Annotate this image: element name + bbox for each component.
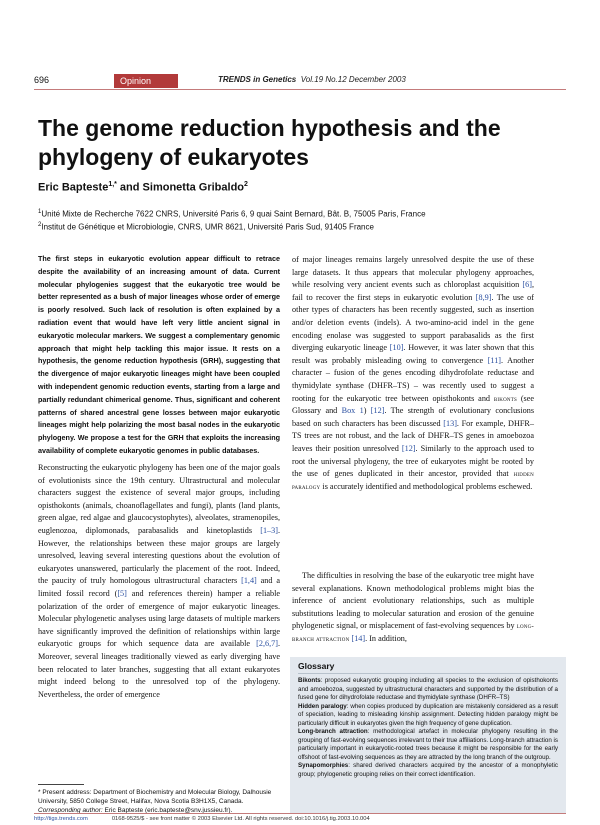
- affiliation-1-sup: 1: [38, 209, 42, 215]
- citation-link[interactable]: [5]: [117, 588, 127, 598]
- text-run: . Moreover, several lineages traditionally viewed as early diverging have been relocated to later branches, suggesting that all extant eukaryotes might indeed belong to the unresolved top of the phylogeny. Nevertheless, the order of emergence: [38, 639, 280, 699]
- page-footer: [34, 813, 566, 822]
- intro-paragraph: [38, 462, 280, 701]
- footnote-address: * Present address: Department of Biochemistry and Molecular Biology, Dalhousie University, 5850 College Street, Halifax, Nova Scotia B3H1X5, Canada.: [38, 789, 272, 805]
- citation-link[interactable]: [8,9]: [475, 292, 492, 302]
- glossary-entry-term: Hidden paralogy: [298, 702, 347, 710]
- authors: [38, 181, 248, 194]
- affiliations: [38, 207, 558, 232]
- glossary-entry: [298, 762, 558, 779]
- body-paragraph-right-2: [292, 570, 534, 646]
- authors-and: and: [116, 181, 143, 194]
- glossary-heading: Glossary: [298, 661, 558, 674]
- author-2-sup: 2: [244, 181, 248, 188]
- body-paragraph-right-1: [292, 254, 534, 493]
- glossary-entry-term: Long-branch attraction: [298, 728, 368, 735]
- citation-link[interactable]: [12]: [370, 406, 385, 416]
- citation-link[interactable]: [1–3]: [260, 525, 278, 535]
- text-run: ): [363, 406, 371, 416]
- glossary-entry: [298, 728, 558, 762]
- glossary-entry-term: Synapomorphies: [298, 762, 349, 769]
- section-tab: Opinion: [114, 74, 178, 88]
- citation-link[interactable]: [10]: [389, 343, 404, 353]
- affiliation-2-sup: 2: [38, 221, 42, 228]
- text-run: . For example, DHFR–TS trees are not robust, and the lack of DHFR–TS genes in amoebozoa leaves their position unresolved: [292, 418, 534, 453]
- text-run: . The use of other types of characters has been recently suggested, such as insertion and/or deletion events (indels). A two-amino-acid indel in the gene encoding enolase was suggested to support parabasalids as the first diverging eukaryotic lineage: [292, 292, 534, 353]
- text-run: . However, the relationships between these major groups are largely unresolved, leaving several interesting questions about the evolution of eukaryotes unanswered, particularly the placement of the root. Indeed, the paucity of truly homologous ultrastructural characters: [38, 525, 280, 586]
- journal-volume: Vol.19 No.12 December 2003: [300, 75, 406, 84]
- text-run: . The strength of evolutionary conclusions based on such characters has been discussed: [292, 406, 535, 428]
- page-number: 696: [34, 75, 50, 85]
- text-run: The difficulties in resolving the base of the eukaryotic tree might have several explanations. Known methodological problems might bias the inference of ancient evolutionary relationships, such as multiple substitutions leading to molecular saturation and erosion of the genuine phylogenetic signal, or misplacement of fast-evolving sequences by: [292, 571, 534, 631]
- author-2: Simonetta Gribaldo: [142, 181, 245, 194]
- text-run: . Similarly to the approach used to root the universal phylogeny, the tree of eukaryotes might be rooted by the use of genes duplicated in their ancestor, provided that: [292, 443, 534, 479]
- citation-link[interactable]: [12]: [401, 443, 416, 453]
- glossary-entry-term: Bikonts: [298, 677, 321, 684]
- text-run: . Another character – fusion of the genes encoding dihydrofolate reductase and thymidylate synthase (DHFR–TS) – was recently used to suggest a rooting for the eukaryotic tree between opisthokonts and: [292, 355, 534, 403]
- abstract: The first steps in eukaryotic evolution appear difficult to retrace despite the availability of an increasing amount of data. Current molecular phylogenies suggest that the eukaryotic tree would be better represented as a bush of major lineages whose order of emerge is poorly resolved. Such lack of resolution is often explained by a radiation event that would have left very little ancient signal in eukaryotic molecular markers. We suggest a complementary genomic approach that might help tackling this major issue. It rests on a hypothesis, the genome reduction hypothesis (GRH), suggesting that the divergence of major eukaryotic lineages might have been coupled with independent genomic reduction events, starting from a large and partially redundant chimerical genome. Thus, significant and coherent patterns of shared ancestral gene losses between major eukaryotic lineages might help polarizing the most basal nodes in the eukaryotic phylogeny. We propose a test for the GRH that exploits the increasing availability of complete eukaryotic genomes in public databases.: [38, 254, 280, 455]
- citation-link[interactable]: [11]: [487, 355, 502, 365]
- affiliation-2-text: Institut de Génétique et Microbiologie, CNRS, UMR 8621, Université Paris Sud, 91405 France: [41, 222, 374, 232]
- footnote: [38, 788, 280, 815]
- glossary-entry: [298, 703, 558, 729]
- glossary-term: bikonts: [493, 394, 517, 403]
- glossary-entry: [298, 677, 558, 703]
- text-run: , fail to recover the first steps in eukaryotic evolution: [292, 280, 534, 302]
- footnote-rule: [38, 784, 84, 785]
- citation-link[interactable]: [6]: [522, 280, 532, 290]
- text-run: is accurately identified and methodological problems eschewed.: [320, 481, 533, 491]
- author-1: Eric Bapteste: [38, 181, 109, 194]
- footnote-corr-label: Corresponding author:: [38, 807, 103, 814]
- footnote-corr-text: Eric Bapteste (eric.bapteste@snv.jussieu.fr).: [102, 807, 233, 814]
- journal-url-link[interactable]: http://tigs.trends.com: [34, 816, 88, 822]
- article-title: The genome reduction hypothesis and the phylogeny of eukaryotes: [38, 115, 501, 170]
- glossary-box: [290, 657, 566, 813]
- glossary-entry-text: : proposed eukaryotic grouping including all species to the exclusion of opisthokonts and amoebozoa, suggested by ultrastructural characters and supported by the distribution of a fused gene for dihydrofolate reductase and thymidylate synthase (DHFR–TS): [298, 677, 558, 701]
- text-run: of major lineages remains largely unresolved despite the use of these large datasets. It thus appears that molecular phylogeny approaches, while resolving very ancient events such as chloroplast acquisition: [292, 255, 534, 290]
- journal-name: TRENDS in Genetics: [218, 75, 297, 84]
- text-run: and references therein) hamper a reliable polarization of the order of emergence of major eukaryotic lineages. Molecular phylogenetic analyses using large datasets of multiple markers have significantly improved the definition of relationships within large eukaryotic groups for which sequence data are available: [38, 588, 281, 649]
- text-run: . However, it was later shown that this result was probably misleading owing to convergence: [292, 343, 534, 365]
- running-header: [34, 75, 566, 90]
- citation-link[interactable]: [1,4]: [241, 576, 257, 586]
- box-link[interactable]: Box 1: [341, 406, 364, 416]
- citation-link[interactable]: [13]: [443, 418, 457, 428]
- glossary-entry-text: : methodological artefact in molecular phylogeny resulting in the grouping of fast-evolving sequences irrelevant to their true affiliations. Long-branch attraction is particularly important in eukaryotic-rooted trees because it might be responsible for the early offshoot of fast-evolving sequences as they are attracted by the long branch of the outgroup.: [298, 728, 559, 761]
- text-run: . In addition,: [365, 633, 407, 643]
- text-run: Reconstructing the eukaryotic phylogeny has been one of the major goals of evolutionists since the 19th century. Ultrastructural and molecular characters suggest the existence of several major groups, including opisthokonts (animals, choanoflagellates and fungi), plants (land plants, green algae, red algae and glaucocystophytes), alveolates, stramenopiles, euglenozoa, diplomonads, parabasalids and kinetoplastids: [38, 463, 280, 535]
- copyright-doi: 0168-9525/$ - see front matter © 2003 Elsevier Ltd. All rights reserved. doi:10.1016/j.tig.2003.10.004: [111, 816, 370, 822]
- affiliation-2: [38, 220, 558, 233]
- text-run: (see Glossary and: [292, 393, 534, 416]
- affiliation-1-text: Unité Mixte de Recherche 7622 CNRS, Université Paris 6, 9 quai Saint Bernard, Bât. B, 75005 Paris, France: [41, 209, 426, 219]
- text-run: and a limited fossil record (: [38, 576, 280, 598]
- citation-link[interactable]: [2,6,7]: [256, 639, 278, 649]
- citation-link[interactable]: [14]: [351, 633, 366, 643]
- affiliation-1: [38, 207, 558, 220]
- glossary-entry-text: : shared derived characters acquired by the ancestor of a monophyletic group; phylogenetic grouping relies on their correct identification.: [298, 762, 558, 778]
- glossary-entry-text: : when copies produced by duplication are mistakenly considered as a result of speciation, leading to misleading kinship assignment. Detecting hidden paralogy might be particularly difficult in eukaryotes given the high frequency of gene duplication.: [298, 702, 558, 727]
- author-1-sup: 1,*: [108, 181, 117, 188]
- glossary-term: hidden paralogy: [292, 470, 534, 491]
- journal-info: [218, 75, 406, 84]
- glossary-term: long-branch attraction: [292, 622, 534, 643]
